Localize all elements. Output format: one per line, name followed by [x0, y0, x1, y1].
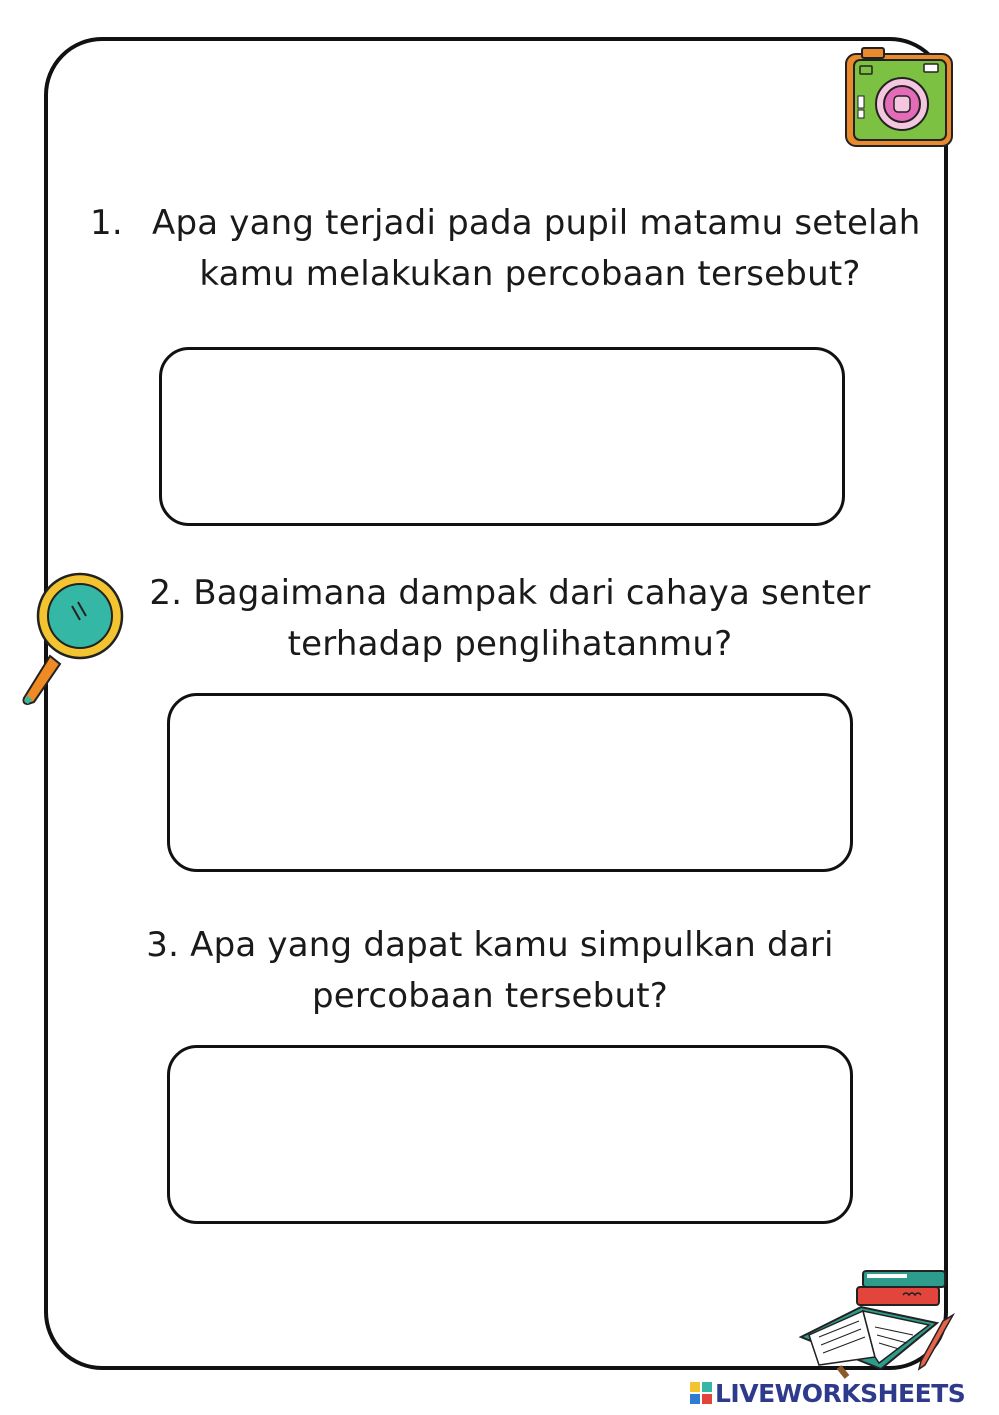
question-3-line1: 3. Apa yang dapat kamu simpulkan dari	[146, 925, 834, 965]
open-book-icon	[795, 1265, 960, 1380]
camera-icon	[842, 44, 958, 152]
question-1-number: 1.	[90, 203, 123, 243]
question-3-line2: percobaan tersebut?	[311, 976, 668, 1016]
question-3-text	[110, 920, 870, 1022]
answer-box-1[interactable]	[159, 347, 845, 526]
question-1-line1: Apa yang terjadi pada pupil matamu setelah	[152, 203, 921, 243]
question-1-text	[90, 198, 920, 249]
question-2-text	[120, 568, 900, 670]
question-2-line2: terhadap penglihatanmu?	[287, 624, 733, 664]
liveworksheets-logo-icon	[690, 1382, 712, 1404]
magnifying-glass-icon	[14, 570, 129, 710]
footer-brand-text: LIVEWORKSHEETS	[715, 1378, 966, 1408]
question-1-line2: kamu melakukan percobaan tersebut?	[199, 254, 861, 294]
answer-box-2[interactable]	[167, 693, 853, 872]
answer-box-3[interactable]	[167, 1045, 853, 1224]
question-2-line1: 2. Bagaimana dampak dari cahaya senter	[149, 573, 871, 613]
footer-brand	[690, 1378, 990, 1408]
